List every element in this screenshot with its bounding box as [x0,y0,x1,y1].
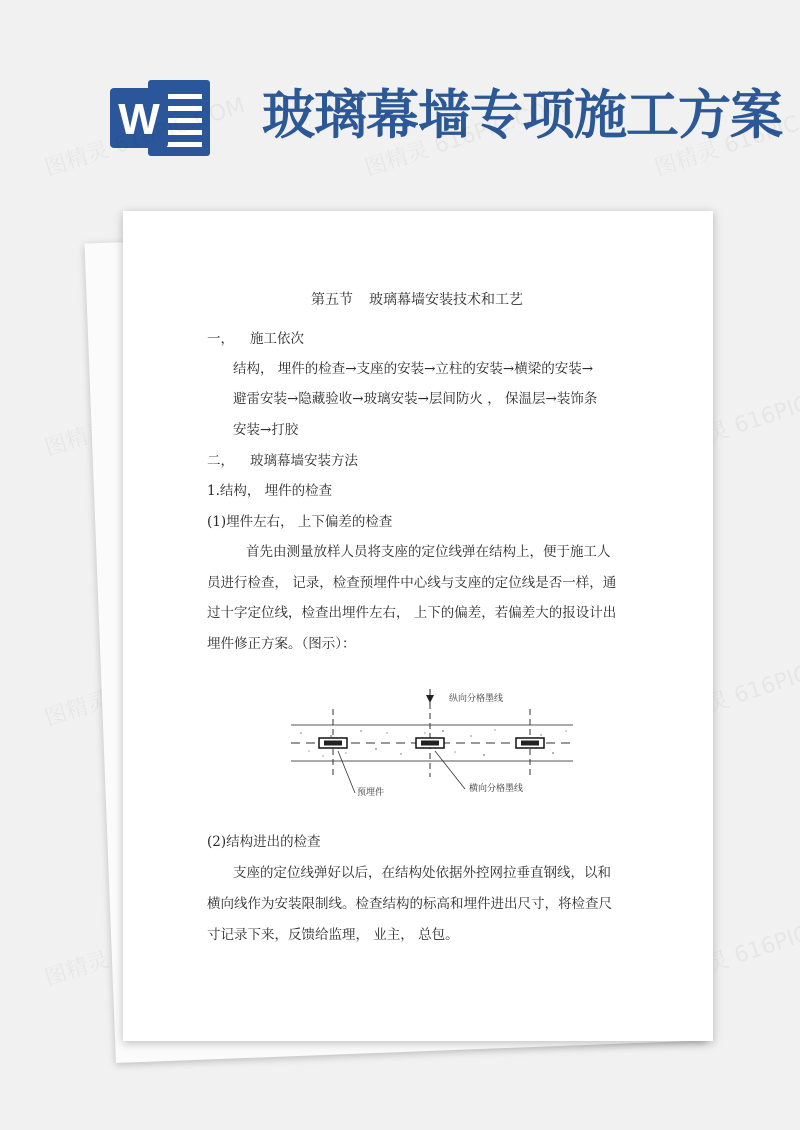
paragraph-line: 员进行检查， 记录，检查预埋件中心线与支座的定位线是否一样，通 [207,575,617,591]
paragraph-line: 首先由测量放样人员将支座的定位线弹在结构上，便于施工人 [246,544,611,560]
heading-two-text: 玻璃幕墙安装方法 [250,453,358,469]
section-title [311,289,523,309]
section-number: 第五节 [311,292,353,308]
heading-one-number: 一， [207,331,234,347]
page-title: 玻璃幕墙专项施工方案 [262,85,782,146]
paragraph-line: 横向线作为安装限制线。检查结构的标高和埋件进出尺寸，将检查尺 [207,896,612,912]
label-horizontal-line: 横向分格墨线 [469,784,524,794]
heading-one-text: 施工依次 [250,331,304,347]
sequence-line: 结构， 埋件的检查→支座的安装→立柱的安装→横梁的安装→ [233,361,594,377]
sub-heading-two: (2)结构进出的检查 [207,834,321,850]
embedded-part-diagram [283,681,583,801]
paragraph-line: 寸记录下来，反馈给监理， 业主， 总包。 [207,927,459,943]
label-vertical-line: 纵向分格墨线 [449,694,504,704]
logo-letter: W [118,95,160,144]
paragraph-line: 埋件修正方案。（图示）： [207,636,356,652]
sub-heading-one: (1)埋件左右， 上下偏差的检查 [207,514,393,530]
heading-one [207,329,304,349]
sequence-line: 安装→打胶 [233,422,299,438]
document-page [123,211,713,1041]
label-embedded-part: 预埋件 [357,788,385,798]
item-one: 1.结构， 埋件的检查 [207,483,333,499]
section-title-text: 玻璃幕墙安装技术和工艺 [369,292,523,308]
paragraph-line: 过十字定位线，检查出埋件左右， 上下的偏差，若偏差大的报设计出 [207,605,617,621]
heading-two-number: 二， [207,453,234,469]
paragraph-line: 支座的定位线弹好以后，在结构处依据外控网拉垂直钢线，以和 [233,865,611,881]
sequence-line: 避雷安装→隐藏验收→玻璃安装→层间防火 ， 保温层→装饰条 [233,391,598,407]
heading-two [207,451,358,471]
word-logo-icon [108,76,214,160]
